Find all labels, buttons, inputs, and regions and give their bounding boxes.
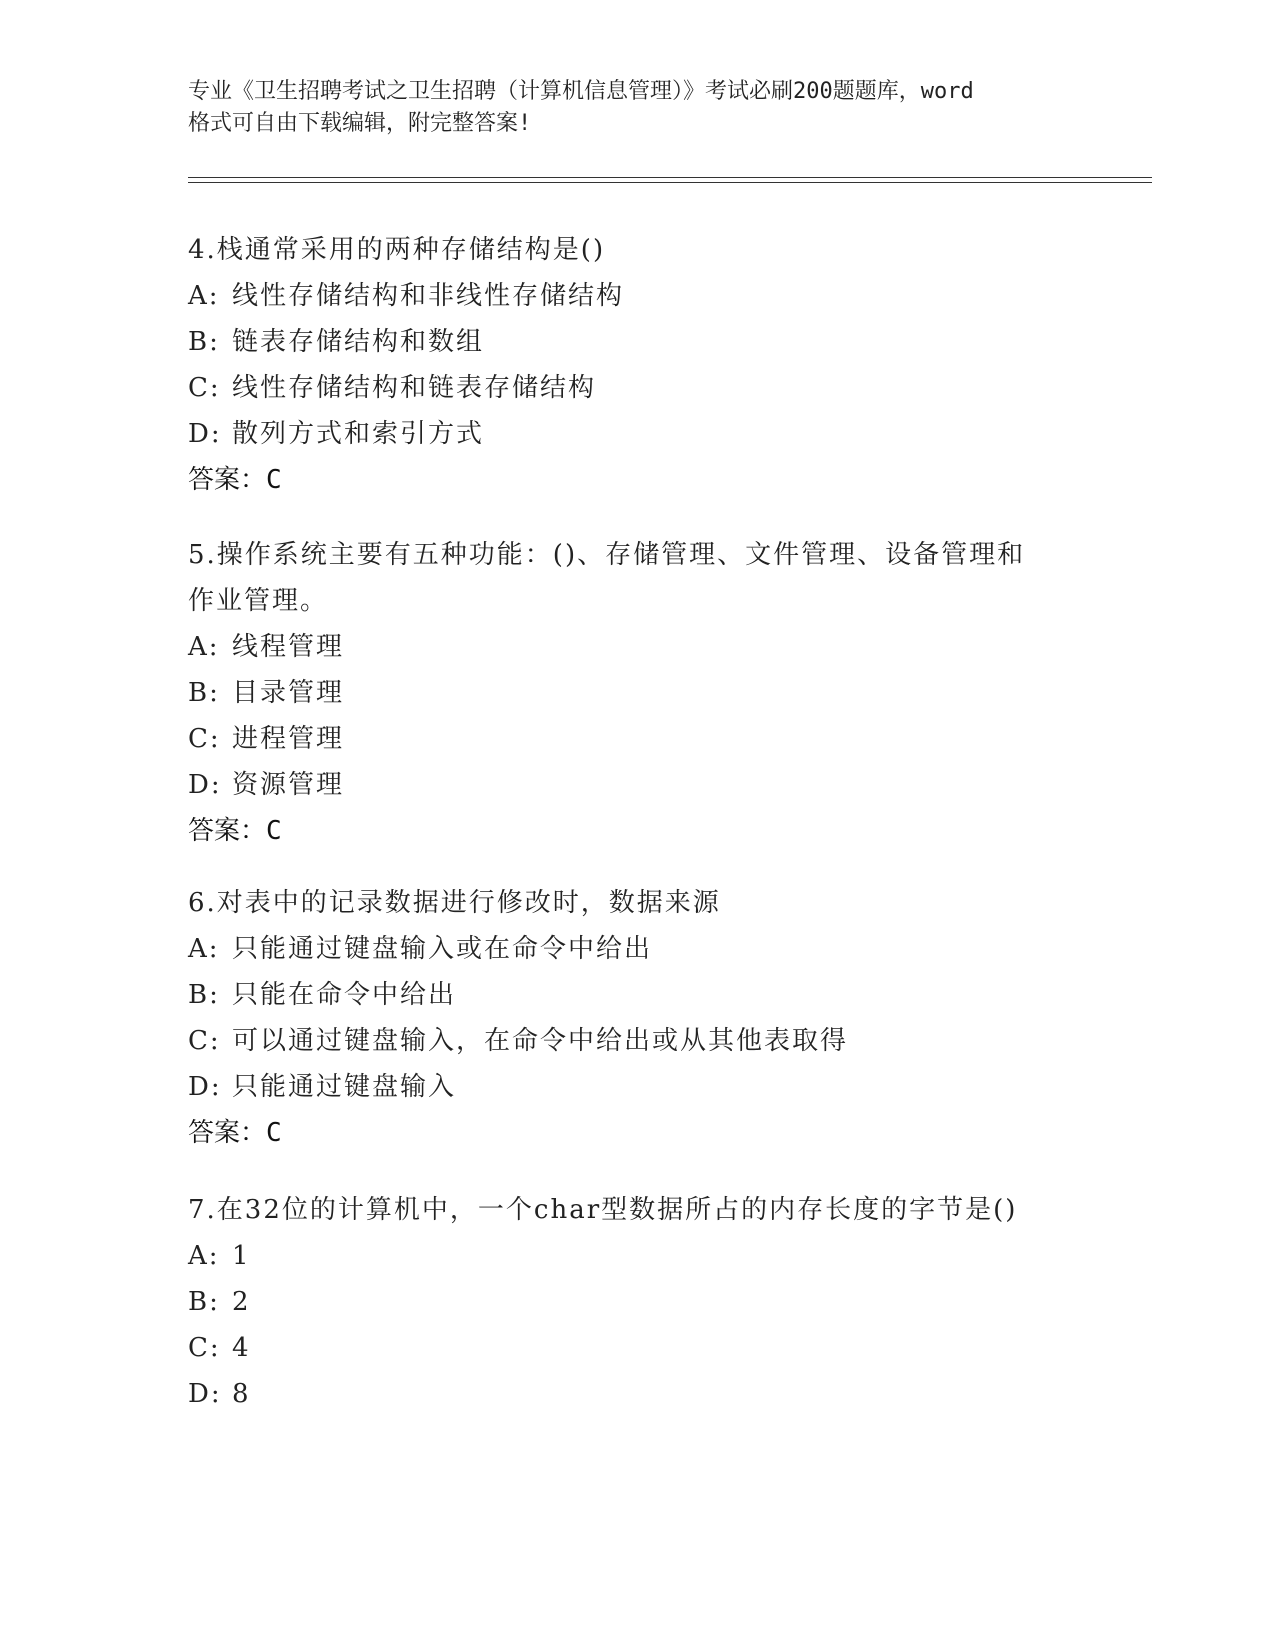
- option-b: [188, 1279, 1088, 1325]
- answer-line: [188, 1110, 1088, 1156]
- option-text: 2: [232, 1287, 251, 1317]
- option-c: [188, 716, 1088, 762]
- option-a: [188, 1233, 1088, 1279]
- option-key: B:: [188, 980, 220, 1010]
- option-text: 4: [232, 1333, 251, 1363]
- answer-label: 答案：: [188, 1118, 267, 1148]
- option-text: 目录管理: [232, 678, 345, 708]
- header-divider-bottom: [188, 182, 1152, 183]
- option-d: [188, 762, 1088, 808]
- answer-label: 答案：: [188, 465, 267, 495]
- option-c: [188, 1325, 1088, 1371]
- option-key: A:: [188, 281, 220, 311]
- option-text: 只能通过键盘输入: [232, 1072, 457, 1102]
- option-b: [188, 972, 1088, 1018]
- question-7: [188, 1187, 1088, 1417]
- option-key: D:: [188, 1072, 222, 1102]
- option-text: 链表存储结构和数组: [232, 327, 485, 357]
- option-key: B:: [188, 1287, 220, 1317]
- option-text: 线性存储结构和链表存储结构: [232, 373, 597, 403]
- question-stem-line1: 5.操作系统主要有五种功能：()、存储管理、文件管理、设备管理和: [188, 540, 1026, 570]
- option-d: [188, 1371, 1088, 1417]
- question-stem: 7.在32位的计算机中，一个char型数据所占的内存长度的字节是(): [188, 1195, 1018, 1225]
- option-c: [188, 365, 1088, 411]
- question-6: [188, 880, 1088, 1156]
- answer-value: C: [266, 1118, 282, 1148]
- option-d: [188, 1064, 1088, 1110]
- answer-value: C: [266, 816, 282, 846]
- answer-line: [188, 808, 1088, 854]
- answer-value: C: [266, 465, 282, 495]
- option-b: [188, 319, 1088, 365]
- option-text: 1: [232, 1241, 251, 1271]
- option-key: D:: [188, 419, 222, 449]
- option-a: [188, 273, 1088, 319]
- option-key: C:: [188, 724, 221, 754]
- option-text: 进程管理: [232, 724, 345, 754]
- option-a: [188, 926, 1088, 972]
- question-stem: 6.对表中的记录数据进行修改时，数据来源: [188, 888, 721, 918]
- option-key: B:: [188, 327, 220, 357]
- option-key: B:: [188, 678, 220, 708]
- option-text: 可以通过键盘输入，在命令中给出或从其他表取得: [232, 1026, 849, 1056]
- question-5: [188, 532, 1088, 854]
- option-text: 线程管理: [232, 632, 345, 662]
- document-header: [188, 76, 1088, 140]
- option-key: A:: [188, 632, 220, 662]
- header-title-line1: 专业《卫生招聘考试之卫生招聘（计算机信息管理）》考试必刷200题题库，word: [188, 79, 974, 104]
- option-key: C:: [188, 1333, 221, 1363]
- option-key: D:: [188, 770, 222, 800]
- answer-line: [188, 457, 1088, 503]
- option-key: C:: [188, 373, 221, 403]
- option-d: [188, 411, 1088, 457]
- option-text: 只能通过键盘输入或在命令中给出: [232, 934, 653, 964]
- option-b: [188, 670, 1088, 716]
- answer-label: 答案：: [188, 816, 267, 846]
- option-key: A:: [188, 1241, 220, 1271]
- option-text: 只能在命令中给出: [232, 980, 457, 1010]
- option-text: 8: [232, 1379, 251, 1409]
- option-a: [188, 624, 1088, 670]
- option-text: 散列方式和索引方式: [232, 419, 485, 449]
- question-4: [188, 227, 1088, 503]
- option-text: 资源管理: [232, 770, 345, 800]
- option-key: D:: [188, 1379, 222, 1409]
- header-divider-top: [188, 177, 1152, 178]
- option-key: C:: [188, 1026, 221, 1056]
- question-stem: 4.栈通常采用的两种存储结构是(): [188, 235, 606, 265]
- option-text: 线性存储结构和非线性存储结构: [232, 281, 625, 311]
- option-c: [188, 1018, 1088, 1064]
- question-stem-line2: 作业管理。: [188, 586, 329, 616]
- option-key: A:: [188, 934, 220, 964]
- header-title-line2: 格式可自由下载编辑，附完整答案!: [188, 111, 532, 136]
